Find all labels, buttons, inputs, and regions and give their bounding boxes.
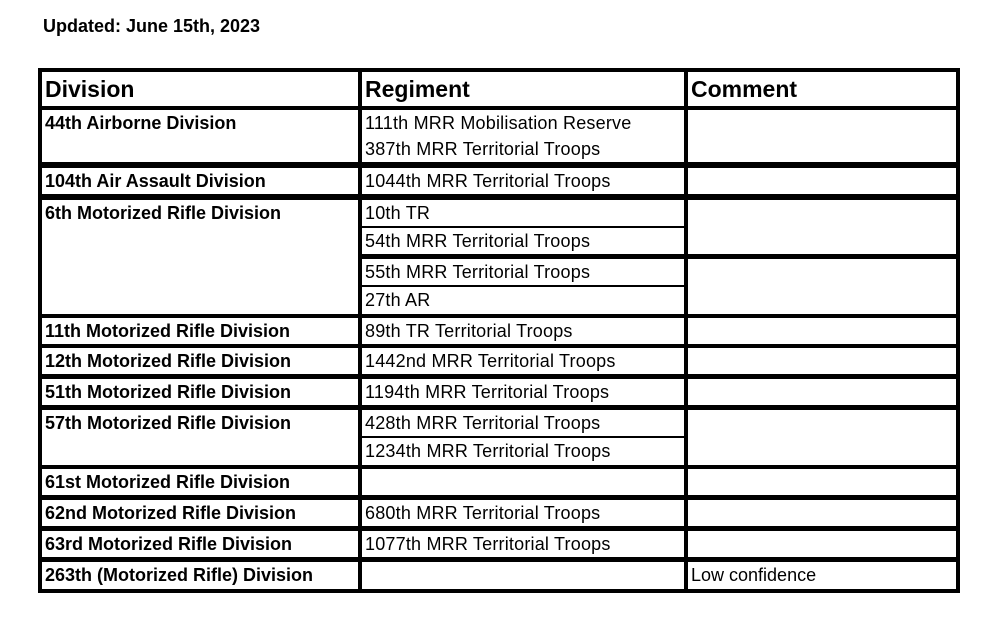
regiment-cell: 27th AR	[362, 287, 684, 314]
division-cell: 51th Motorized Rifle Division	[42, 379, 358, 405]
division-cell: 6th Motorized Rifle Division	[42, 200, 358, 314]
division-cell: 263th (Motorized Rifle) Division	[42, 562, 358, 589]
comment-cell	[688, 469, 956, 495]
comment-cell	[688, 348, 956, 374]
division-cell: 62nd Motorized Rifle Division	[42, 500, 358, 526]
comment-cell	[688, 200, 956, 254]
regiment-cell	[362, 110, 684, 162]
comment-cell	[688, 410, 956, 465]
regiment-cell: 1044th MRR Territorial Troops	[362, 168, 684, 194]
regiment-entry: 111th MRR Mobilisation Reserve	[365, 113, 632, 133]
regiment-cell: 10th TR	[362, 200, 684, 226]
comment-cell	[688, 531, 956, 557]
comment-cell	[688, 318, 956, 344]
division-cell: 12th Motorized Rifle Division	[42, 348, 358, 374]
regiment-cell: 1442nd MRR Territorial Troops	[362, 348, 684, 374]
division-cell: 11th Motorized Rifle Division	[42, 318, 358, 344]
comment-cell	[688, 259, 956, 314]
regiment-cell	[362, 469, 684, 495]
comment-cell	[688, 379, 956, 405]
regiment-cell	[362, 562, 684, 589]
updated-date: Updated: June 15th, 2023	[43, 16, 261, 36]
regiment-cell: 54th MRR Territorial Troops	[362, 228, 684, 254]
division-cell: 44th Airborne Division	[42, 110, 358, 162]
regiment-cell: 1194th MRR Territorial Troops	[362, 379, 684, 405]
regiment-entry: 387th MRR Territorial Troops	[365, 139, 601, 159]
header-comment: Comment	[688, 72, 956, 106]
regiment-cell: 428th MRR Territorial Troops	[362, 410, 684, 436]
regiment-cell: 1234th MRR Territorial Troops	[362, 438, 684, 465]
division-cell: 104th Air Assault Division	[42, 168, 358, 194]
header-division: Division	[42, 72, 358, 106]
regiment-cell: 89th TR Territorial Troops	[362, 318, 684, 344]
division-cell: 61st Motorized Rifle Division	[42, 469, 358, 495]
regiment-cell: 680th MRR Territorial Troops	[362, 500, 684, 526]
regiment-cell: 1077th MRR Territorial Troops	[362, 531, 684, 557]
comment-cell	[688, 500, 956, 526]
division-cell: 57th Motorized Rifle Division	[42, 410, 358, 465]
comment-cell	[688, 168, 956, 194]
division-cell: 63rd Motorized Rifle Division	[42, 531, 358, 557]
header-regiment: Regiment	[362, 72, 684, 106]
comment-cell: Low confidence	[688, 562, 956, 589]
comment-cell	[688, 110, 956, 162]
division-table	[38, 68, 960, 593]
regiment-cell: 55th MRR Territorial Troops	[362, 259, 684, 285]
